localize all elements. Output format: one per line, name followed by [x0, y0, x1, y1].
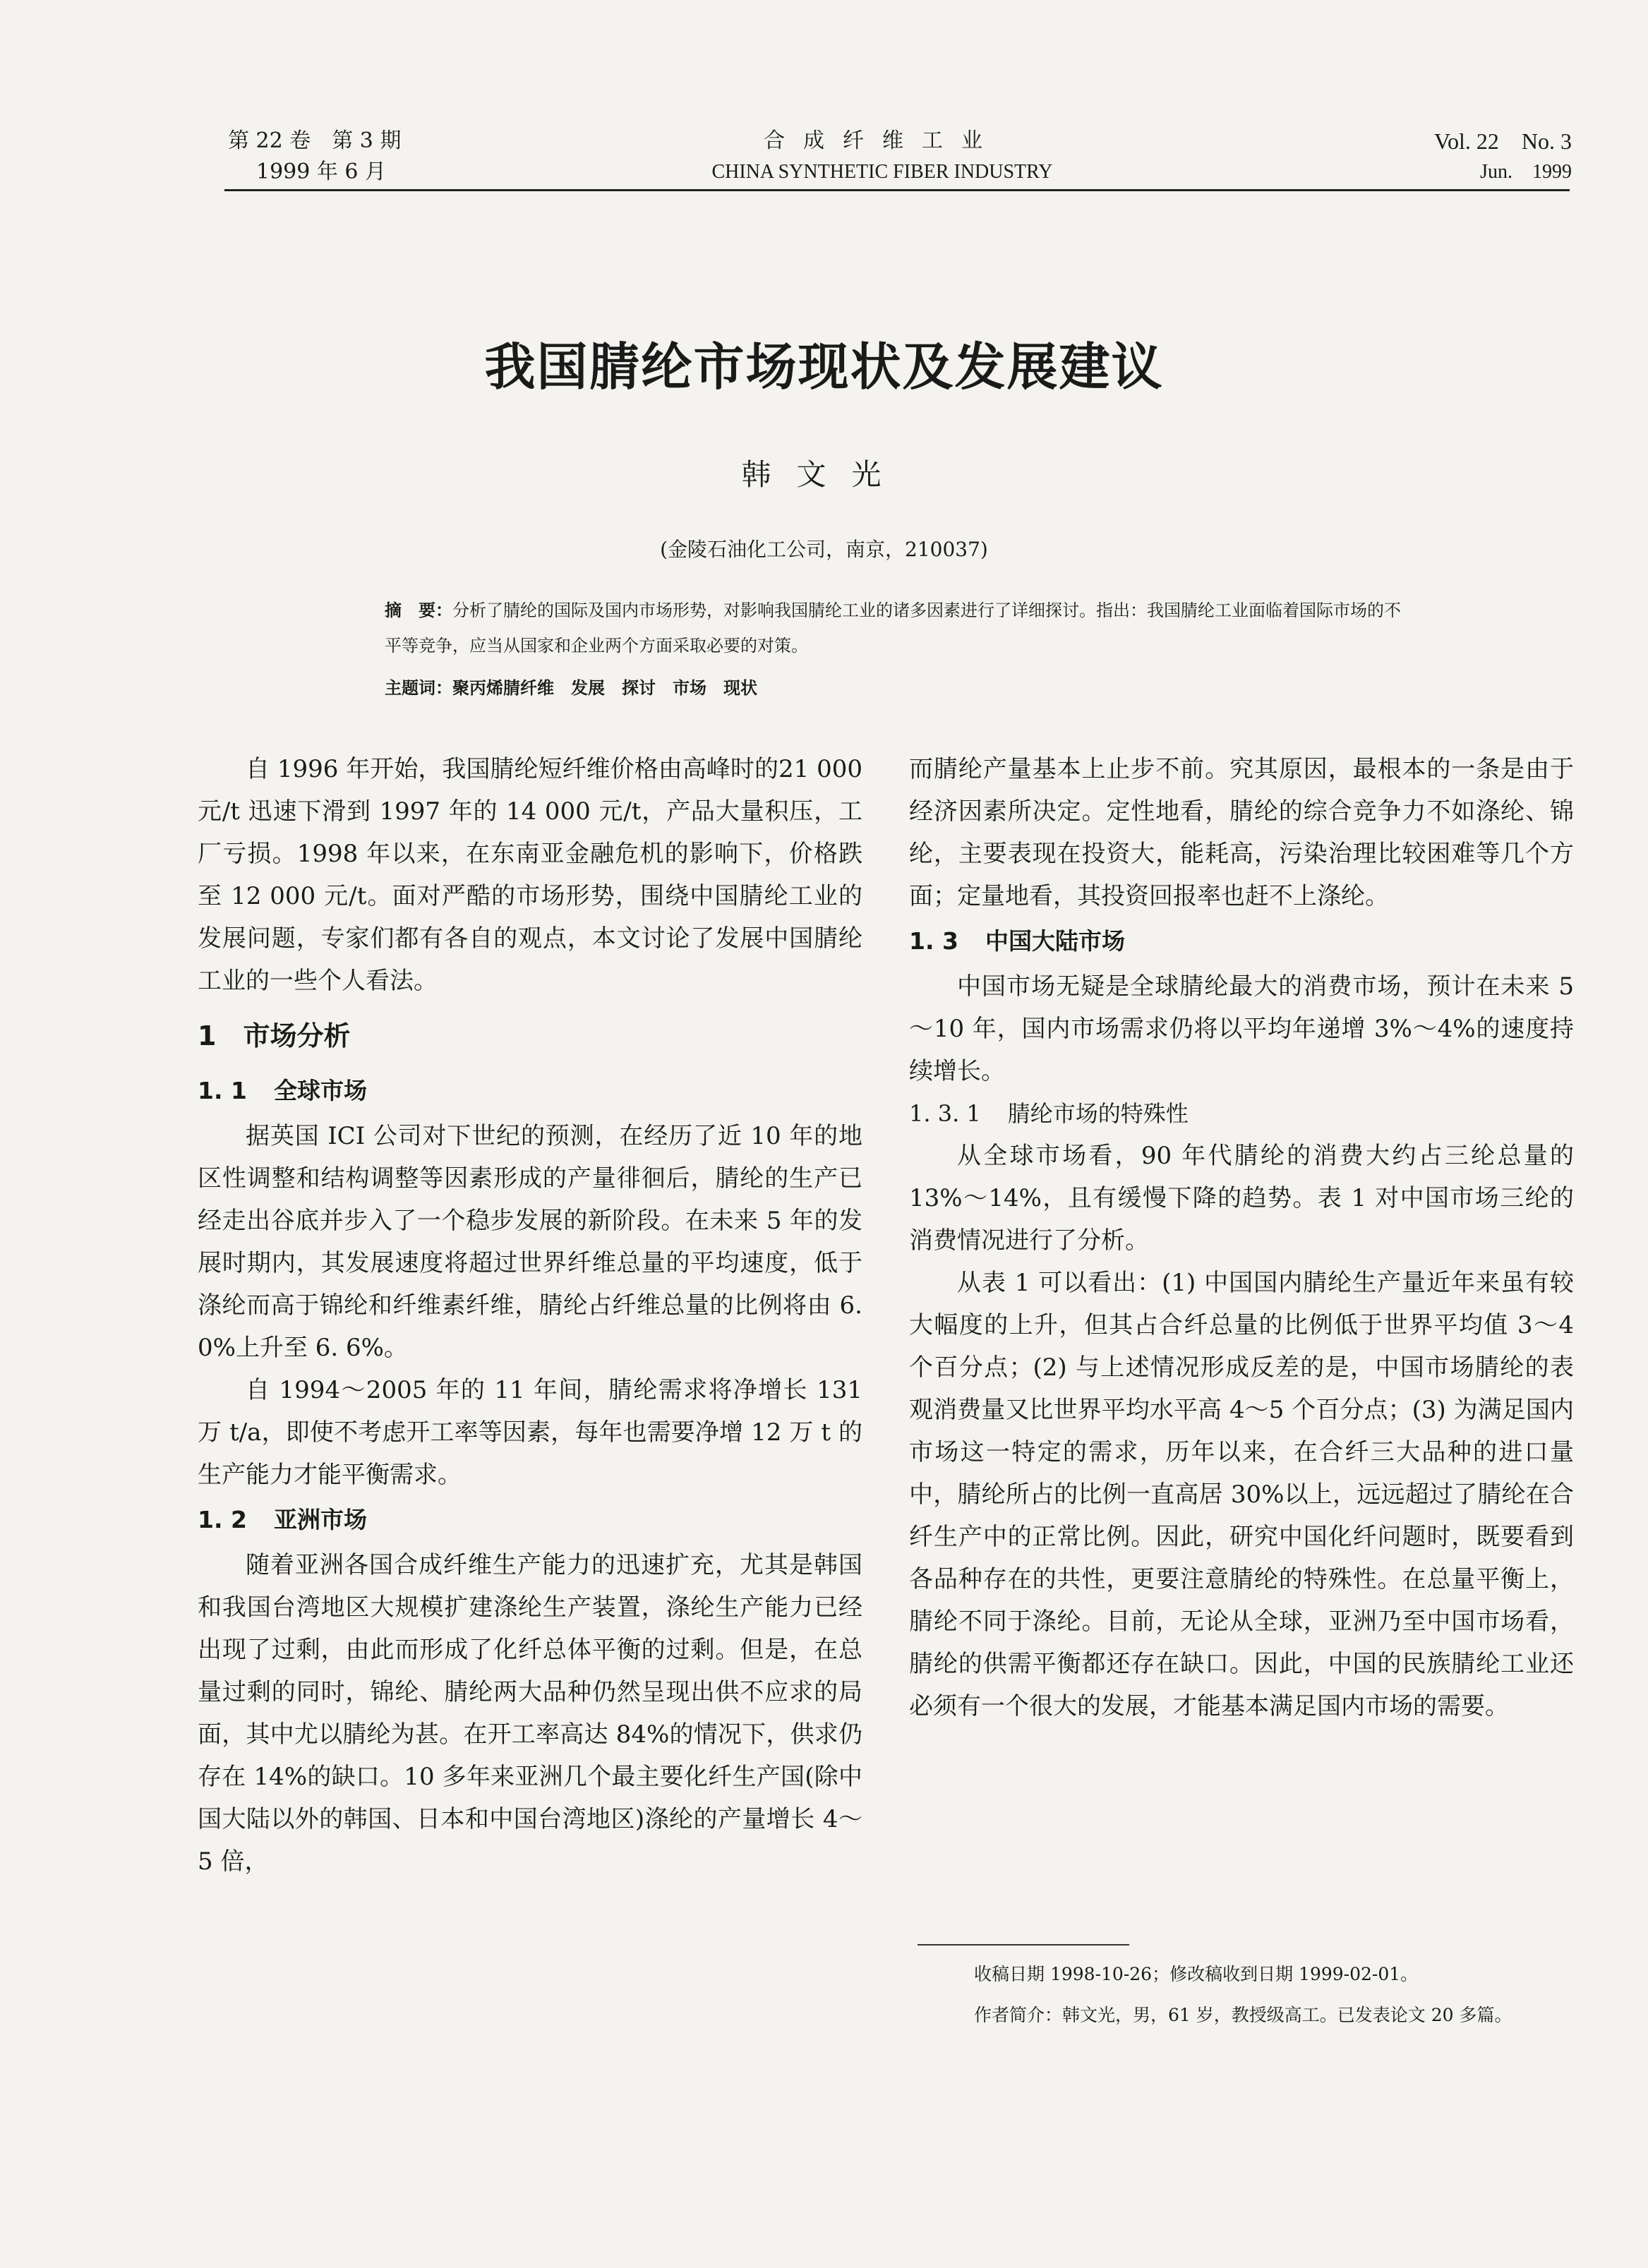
section-number: 1: [198, 1020, 217, 1051]
abstract-text: 分析了腈纶的国际及国内市场形势，对影响我国腈纶工业的诸多因素进行了详细探讨。指出：我国腈纶工业面临着国际市场的不平等竞争，应当从国家和企业两个方面采取必要的对策。: [385, 601, 1401, 656]
paragraph: 据英国 ICI 公司对下世纪的预测，在经历了近 10 年的地区性调整和结构调整等因素形成的产量徘徊后，腈纶的生产已经走出谷底并步入了一个稳步发展的新阶段。在未来 5 年的发展时期内，其发展速度将超过世界纤维总量的平均速度，低于涤纶而高于锦纶和纤维素纤维，腈纶占纤维总量的比例将由 6. 0%上升至 6. 6%。: [198, 1122, 862, 1362]
paragraph: 自 1994～2005 年的 11 年间，腈纶需求将净增长 131 万 t/a，即使不考虑开工率等因素，每年也需要净增 12 万 t 的生产能力才能平衡需求。: [198, 1376, 862, 1489]
keywords: [385, 674, 1408, 699]
section-title: 市场分析: [243, 1020, 351, 1051]
journal-name-cn: 合成纤维工业: [764, 128, 1001, 153]
issue-date-en: Jun. 1999: [1480, 161, 1572, 183]
paragraph: 中国市场无疑是全球腈纶最大的消费市场，预计在未来 5～10 年，国内市场需求仍将以平均年递增 3%～4%的速度持续增长。: [909, 972, 1574, 1085]
volume-issue: 第 22 卷 第 3 期: [228, 128, 402, 153]
section-title: 全球市场: [273, 1077, 367, 1104]
section-heading-1-3: [909, 920, 1574, 963]
section-number: 1. 3: [909, 927, 958, 955]
footnote-rule: [918, 1944, 1129, 1946]
keywords-label: 主题词：: [385, 677, 452, 698]
section-number: 1. 2: [198, 1506, 247, 1533]
section-number: 1. 1: [198, 1077, 247, 1104]
body-column-right: [909, 748, 1574, 1727]
paragraph: 随着亚洲各国合成纤维生产能力的迅速扩充，尤其是韩国和我国台湾地区大规模扩建涤纶生产装置，涤纶生产能力已经出现了过剩，由此而形成了化纤总体平衡的过剩。但是，在总量过剩的同时，锦纶、腈纶两大品种仍然呈现出供不应求的局面，其中尤以腈纶为甚。在开工率高达 84%的情况下，供求仍存在 14%的缺口。10 多年来亚洲几个最主要化纤生产国(除中国大陆以外的韩国、日本和中国台湾地区)涤纶的产量增长 4～5 倍，: [198, 1551, 862, 1876]
paragraph-continued: 而腈纶产量基本上止步不前。究其原因，最根本的一条是由于经济因素所决定。定性地看，腈纶的综合竞争力不如涤纶、锦纶，主要表现在投资大，能耗高，污染治理比较困难等几个方面；定量地看，其投资回报率也赶不上涤纶。: [909, 755, 1574, 910]
section-title: 腈纶市场的特殊性: [1007, 1100, 1189, 1127]
header-divider: [224, 189, 1570, 191]
section-heading-1-2: [198, 1499, 862, 1541]
paragraph: 从全球市场看，90 年代腈纶的消费大约占三纶总量的 13%～14%，且有缓慢下降的趋势。表 1 对中国市场三纶的消费情况进行了分析。: [909, 1142, 1574, 1255]
issue-date: 1999 年 6 月: [256, 159, 387, 184]
abstract-label: 摘 要：: [385, 600, 452, 620]
section-heading-1: [198, 1012, 862, 1060]
section-heading-1-3-1: [909, 1092, 1574, 1135]
article-title: 我国腈纶市场现状及发展建议: [484, 337, 1164, 397]
body-column-left: [198, 748, 862, 1883]
intro-paragraph: 自 1996 年开始，我国腈纶短纤维价格由高峰时的21 000元/t 迅速下滑到 1997 年的 14 000 元/t，产品大量积压，工厂亏损。1998 年以来，在东南亚金融危机的影响下，价格跌至 12 000 元/t。面对严酷的市场形势，围绕中国腈纶工业的发展问题，专家们都有各自的观点，本文讨论了发展中国腈纶工业的一些个人看法。: [198, 755, 862, 995]
journal-issue-info-en: [1434, 126, 1572, 188]
section-number: 1. 3. 1: [909, 1100, 981, 1127]
abstract: [385, 593, 1408, 663]
keywords-text: 聚丙烯腈纤维 发展 探讨 市场 现状: [452, 677, 757, 698]
author-affiliation: (金陵石油化工公司，南京，210037): [660, 538, 988, 561]
paragraph: 从表 1 可以看出：(1) 中国国内腈纶生产量近年来虽有较大幅度的上升，但其占合纤总量的比例低于世界平均值 3～4 个百分点；(2) 与上述情况形成反差的是，中国市场腈纶的表观消费量又比世界平均水平高 4～5 个百分点；(3) 为满足国内市场这一特定的需求，历年以来，在合纤三大品种的进口量中，腈纶所占的比例一直高居 30%以上，远远超过了腈纶在合纤生产中的正常比例。因此，研究中国化纤问题时，既要看到各品种存在的共性，更要注意腈纶的特殊性。在总量平衡上，腈纶不同于涤纶。目前，无论从全球，亚洲乃至中国市场看，腈纶的供需平衡都还存在缺口。因此，中国的民族腈纶工业还必须有一个很大的发展，才能基本满足国内市场的需要。: [909, 1269, 1574, 1720]
section-heading-1-1: [198, 1070, 862, 1112]
journal-name-en: CHINA SYNTHETIC FIBER INDUSTRY: [711, 161, 1053, 183]
volume-issue-en: Vol. 22 No. 3: [1434, 128, 1572, 154]
author-name: 韩文光: [741, 457, 907, 492]
section-title: 亚洲市场: [273, 1506, 367, 1533]
section-title: 中国大陆市场: [985, 927, 1125, 955]
journal-name: [600, 126, 1165, 188]
footnote-author-bio: 作者简介：韩文光，男，61 岁，教授级高工。已发表论文 20 多篇。: [974, 2005, 1512, 2025]
footnote-received: 收稿日期 1998-10-26；修改稿收到日期 1999-02-01。: [974, 1964, 1419, 1984]
journal-issue-info: [228, 126, 401, 188]
